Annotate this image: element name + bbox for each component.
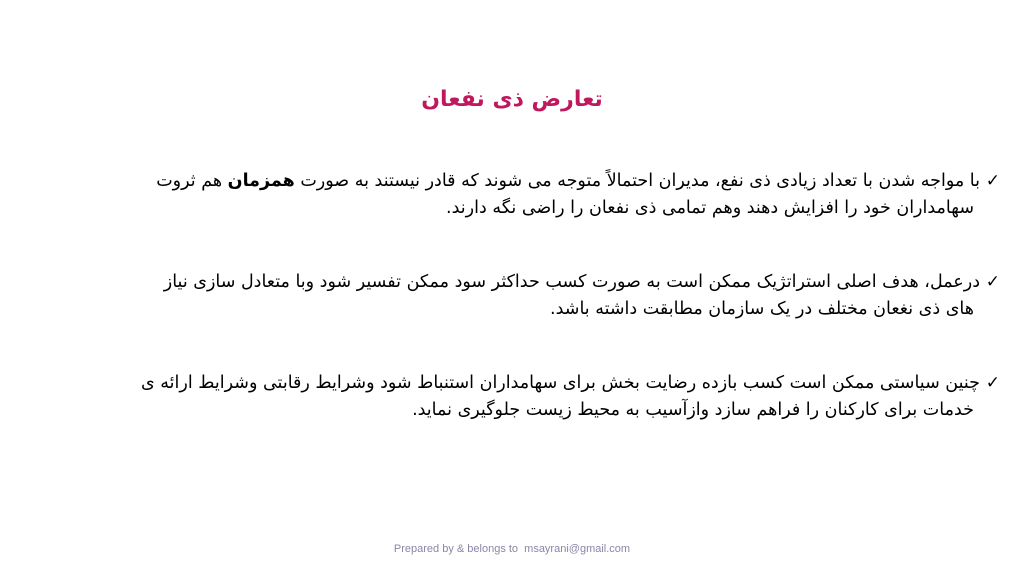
bullet-1-line-1 bbox=[22, 168, 980, 195]
bullet-1-text-b: هم ثروت bbox=[156, 171, 228, 191]
checkmark-icon: ✓ bbox=[985, 171, 1000, 191]
checkmark-icon: ✓ bbox=[985, 373, 1000, 393]
checkmark-icon: ✓ bbox=[985, 272, 1000, 292]
bullet-3-line-1: چنین سیاستی ممکن است کسب بازده رضایت بخش برای سهامداران استنباط شود وشرایط رقابتی وشرایط ارائه ی bbox=[141, 373, 980, 393]
bullet-2-line-2: های ذی نغعان مختلف در یک سازمان مطابقت داشته باشد. bbox=[550, 299, 974, 319]
slide-footer: Prepared by & belongs to msayrani@gmail.com bbox=[393, 543, 631, 555]
bullet-1-bold-word: همزمان bbox=[227, 171, 295, 191]
bullet-1-line-2: سهامداران خود را افزایش دهند وهم تمامی ذی نفعان را راضی نگه دارند. bbox=[446, 198, 974, 218]
slide-title: تعارض ذی نفعان bbox=[421, 87, 603, 112]
bullet-2-line-1: درعمل، هدف اصلی استراتژیک ممکن است به صورت کسب حداکثر سود ممکن تفسیر شود وبا متعادل سازی نیاز bbox=[163, 272, 980, 292]
bullet-item-3 bbox=[22, 370, 1000, 424]
bullet-list bbox=[22, 168, 1000, 471]
bullet-3-line-2: خدمات برای کارکنان را فراهم سازد وازآسیب به محیط زیست جلوگیری نماید. bbox=[412, 400, 974, 420]
bullet-item-2 bbox=[22, 269, 1000, 323]
bullet-1-text-a: با مواجه شدن با تعداد زیادی ذی نفع، مدیران احتمالاً متوجه می شوند که قادر نیستند به صورت bbox=[294, 171, 980, 191]
bullet-item-1 bbox=[22, 168, 1000, 222]
